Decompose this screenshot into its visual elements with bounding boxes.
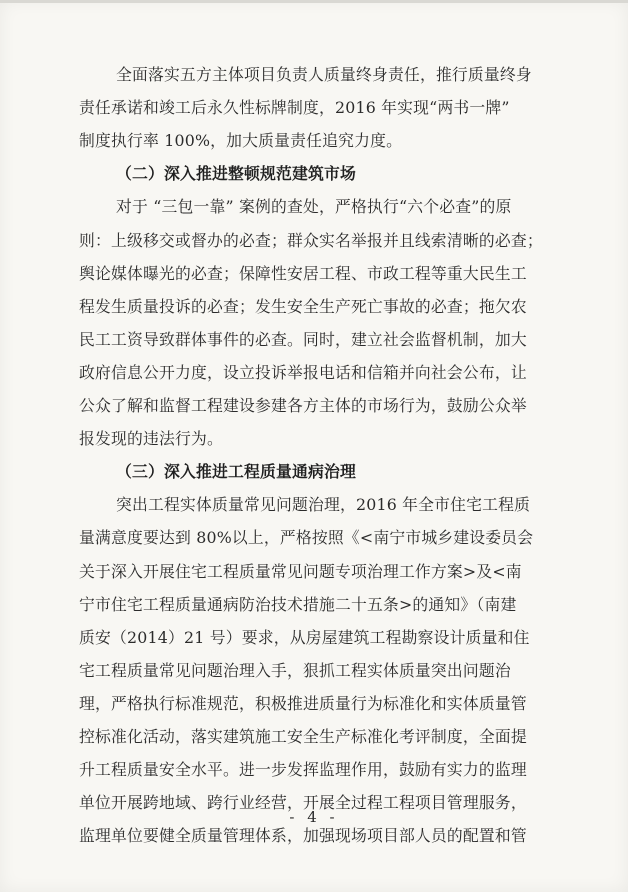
paragraph-line: 报发现的违法行为。 xyxy=(79,429,223,448)
paragraph-line: 单位开展跨地域、跨行业经营，开展全过程工程项目管理服务， xyxy=(79,793,527,812)
paragraph-line: 责任承诺和竣工后永久性标牌制度，2016 年实现“两书一牌” xyxy=(79,98,510,117)
paragraph-line: 则：上级移交或督办的必查；群众实名举报并且线索清晰的必查； xyxy=(79,231,543,250)
paragraph-line: 理，严格执行标准规范，积极推进质量行为标准化和实体质量管 xyxy=(79,694,527,713)
paragraph-line: 对于 “三包一靠” 案例的查处，严格执行“六个必查”的原 xyxy=(116,197,512,216)
paragraph-line: 宁市住宅工程质量通病防治技术措施二十五条>的通知》（南建 xyxy=(79,595,517,614)
paragraph-line: 监理单位要健全质量管理体系，加强现场项目部人员的配置和管 xyxy=(79,826,527,845)
page-number: - 4 - xyxy=(289,808,339,826)
paragraph-line: 政府信息公开力度，设立投诉举报电话和信箱并向社会公布，让 xyxy=(79,363,527,382)
paragraph-line: 升工程质量安全水平。进一步发挥监理作用，鼓励有实力的监理 xyxy=(79,760,527,779)
paragraph-line: 质安（2014）21 号）要求，从房屋建筑工程勘察设计质量和住 xyxy=(79,628,530,647)
paragraph-line: 公众了解和监督工程建设参建各方主体的市场行为，鼓励公众举 xyxy=(79,396,527,415)
paragraph-line: 民工工资导致群体事件的必查。同时，建立社会监督机制，加大 xyxy=(79,330,527,349)
section-heading: （三）深入推进工程质量通病治理 xyxy=(116,462,356,481)
paragraph-line: 宅工程质量常见问题治理入手，狠抓工程实体质量突出问题治 xyxy=(79,661,511,680)
paragraph-line: 控标准化活动，落实建筑施工安全生产标准化考评制度，全面提 xyxy=(79,727,527,746)
paragraph-line: 程发生质量投诉的必查；发生安全生产死亡事故的必查；拖欠农 xyxy=(79,297,527,316)
paragraph-line: 量满意度要达到 80%以上，严格按照《<南宁市城乡建设委员会 xyxy=(79,528,534,547)
paragraph-line: 关于深入开展住宅工程质量常见问题专项治理工作方案>及<南 xyxy=(79,562,522,581)
section-heading: （二）深入推进整顿规范建筑市场 xyxy=(116,164,356,183)
paragraph-line: 舆论媒体曝光的必查；保障性安居工程、市政工程等重大民生工 xyxy=(79,264,527,283)
paragraph-line: 全面落实五方主体项目负责人质量终身责任，推行质量终身 xyxy=(116,65,532,84)
scan-edge xyxy=(0,0,628,3)
paragraph-line: 制度执行率 100%，加大质量责任追究力度。 xyxy=(79,131,403,150)
paragraph-line: 突出工程实体质量常见问题治理，2016 年全市住宅工程质 xyxy=(116,495,531,514)
